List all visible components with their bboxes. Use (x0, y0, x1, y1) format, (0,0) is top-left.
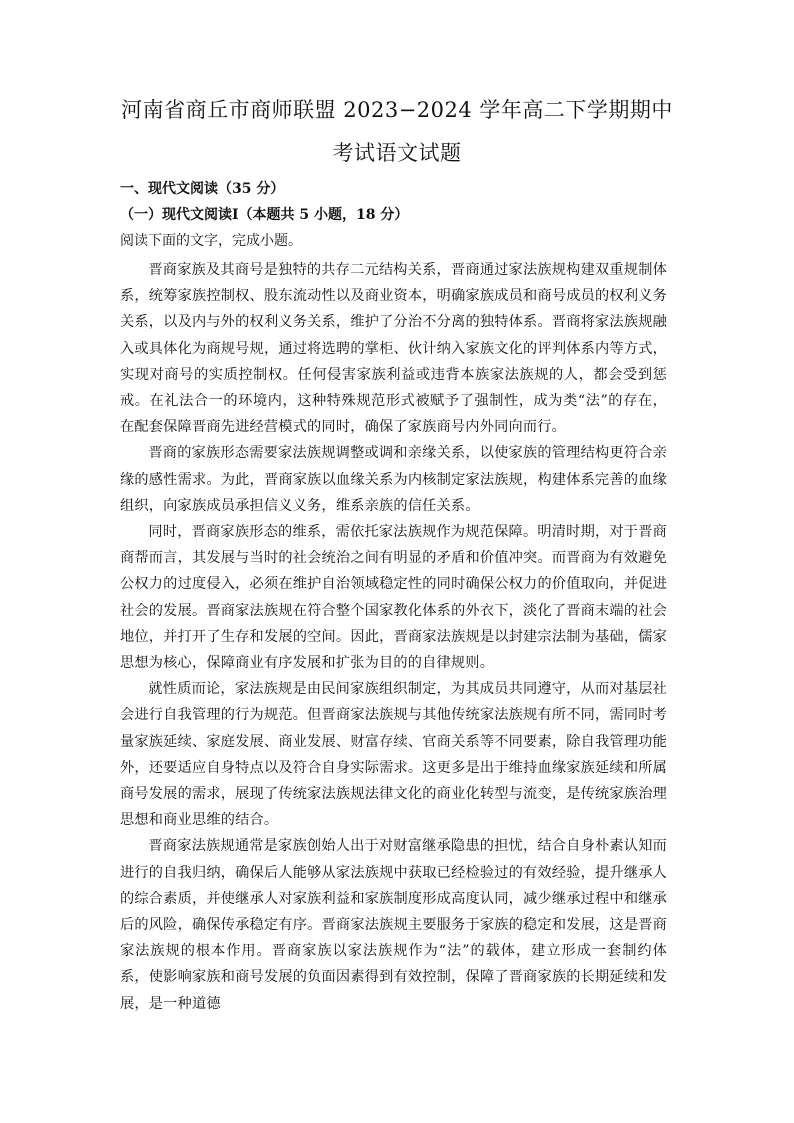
section-heading: 一、现代文阅读（35 分） (120, 181, 285, 197)
passage-paragraph: 晋商家族及其商号是独特的共存二元结构关系，晋商通过家法族规构建双重规制体系，统筹家族控制权、股东流动性以及商业资本，明确家族成员和商号成员的权利义务关系，以及内与外的权利义务关系，维护了分治不分离的独特体系。晋商将家法族规融入或具体化为商规号规，通过将选聘的掌柜、伙计纳入家族文化的评判体系内等方式，实现对商号的实质控制权。任何侵害家族利益或违背本族家法族规的人，都会受到惩戒。在礼法合一的环境内，这种特殊规范形式被赋予了强制性，成为类“法”的存在，在配套保障晋商先进经营模式的同时，确保了家族商号内外同向而行。 (120, 262, 667, 436)
exam-title-line-2: 考试语文试题 (332, 141, 462, 165)
passage-body (120, 257, 667, 1017)
subsection-heading: （一）现代文阅读Ⅰ（本题共 5 小题，18 分） (120, 207, 409, 223)
reading-instruction: 阅读下面的文字，完成小题。 (120, 233, 302, 249)
exam-title-line-1: 河南省商丘市商师联盟 2023−2024 学年高二下学期期中 (121, 98, 673, 122)
passage-paragraph: 就性质而论，家法族规是由民间家族组织制定，为其成员共同遵守，从而对基层社会进行自我管理的行为规范。但晋商家法族规与其他传统家法族规有所不同，需同时考量家族延续、家庭发展、商业发展、财富存续、官商关系等不同要素，除自我管理功能外，还要适应自身特点以及符合自身实际需求。这更多是出于维持血缘家族延续和所属商号发展的需求，展现了传统家法族规法律文化的商业化转型与流变，是传统家族治理思想和商业思维的结合。 (120, 681, 667, 829)
passage-paragraph: 晋商家法族规通常是家族创始人出于对财富继承隐患的担忧，结合自身朴素认知而进行的自我归纳，确保后人能够从家法族规中获取已经检验过的有效经验，提升继承人的综合素质，并使继承人对家族利益和家族制度形成高度认同，减少继承过程中和继承后的风险，确保传承稳定有序。晋商家法族规主要服务于家族的稳定和发展，这是晋商家法族规的根本作用。晋商家族以家法族规作为“法”的载体，建立形成一套制约体系，使影响家族和商号发展的负面因素得到有效控制，保障了晋商家族的长期延续和发展，是一种道德 (120, 838, 667, 1012)
passage-paragraph: 同时，晋商家族形态的维系，需依托家法族规作为规范保障。明清时期，对于晋商商帮而言，其发展与当时的社会统治之间有明显的矛盾和价值冲突。而晋商为有效避免公权力的过度侵入，必须在维护自治领域稳定性的同时确保公权力的价值取向，并促进社会的发展。晋商家法族规在符合整个国家教化体系的外衣下，淡化了晋商末端的社会地位，并打开了生存和发展的空间。因此，晋商家法族规是以封建宗法制为基础，儒家思想为核心，保障商业有序发展和扩张为目的的自律规则。 (120, 524, 667, 672)
passage-paragraph: 晋商的家族形态需要家法族规调整或调和亲缘关系，以使家族的管理结构更符合亲缘的感性需求。为此，晋商家族以血缘关系为内核制定家法族规，构建体系完善的血缘组织，向家族成员承担信义义务，维系亲族的信任关系。 (120, 445, 667, 514)
